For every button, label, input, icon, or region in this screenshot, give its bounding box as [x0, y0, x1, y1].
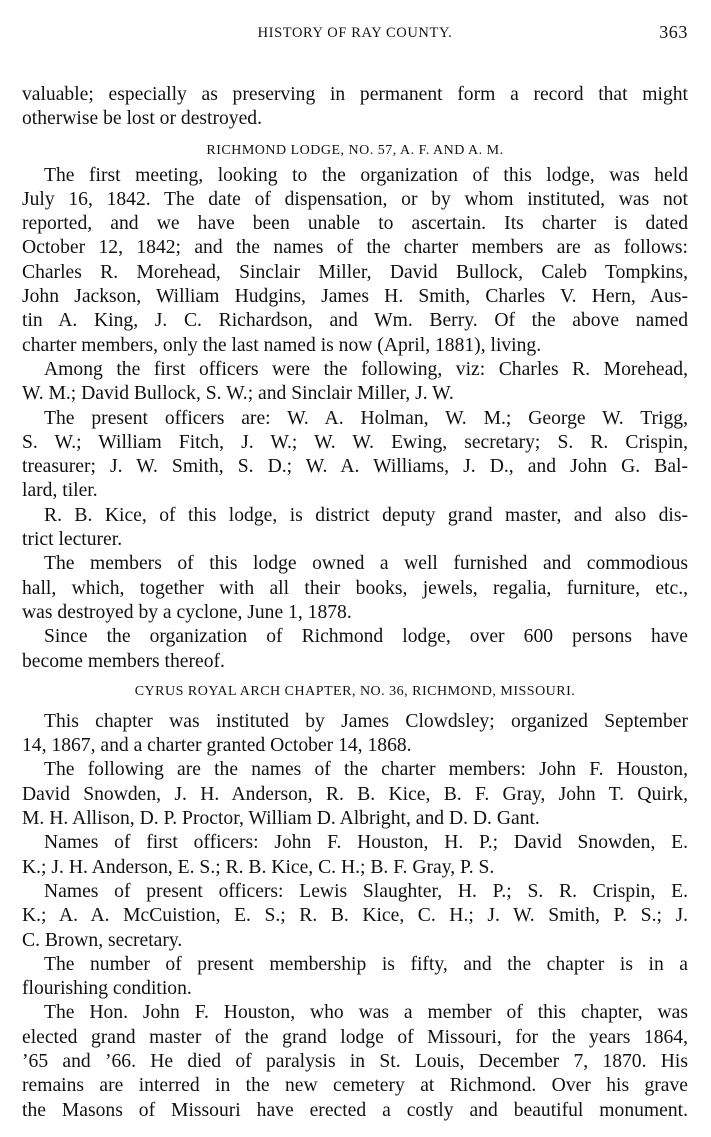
- text-line: was destroyed by a cyclone, June 1, 1878.: [22, 601, 352, 623]
- section: [22, 139, 688, 674]
- page-number: 363: [659, 22, 688, 42]
- text-line: Since the organization of Richmond lodge, over 600 persons have: [44, 626, 688, 648]
- text-line: The first meeting, looking to the organization of this lodge, was held: [44, 164, 688, 186]
- paragraph: [22, 358, 688, 407]
- text-line: otherwise be lost or destroyed.: [22, 108, 262, 130]
- text-line: the Masons of Missouri have erected a costly and beautiful monument.: [22, 1099, 688, 1121]
- text-line: become members thereof.: [22, 650, 225, 672]
- text-line: The members of this lodge owned a well furnished and commodious: [44, 553, 688, 575]
- text-line: ’65 and ’66. He died of paralysis in St. Louis, December 7, 1870. His: [22, 1050, 688, 1072]
- paragraph: [22, 880, 688, 953]
- text-line: Among the first officers were the following, viz: Charles R. Morehead,: [44, 358, 688, 380]
- section: [22, 83, 688, 132]
- text-line: R. B. Kice, of this lodge, is district deputy grand master, and also dis-: [44, 504, 688, 526]
- text-line: elected grand master of the grand lodge of Missouri, for the years 1864,: [22, 1026, 688, 1048]
- text-line: Names of first officers: John F. Houston, H. P.; David Snowden, E.: [44, 832, 688, 854]
- text-line: The present officers are: W. A. Holman, W. M.; George W. Trigg,: [44, 407, 688, 429]
- text-line: reported, and we have been unable to ascertain. Its charter is dated: [22, 213, 688, 235]
- text-line: W. M.; David Bullock, S. W.; and Sinclair Miller, J. W.: [22, 383, 454, 405]
- paragraph: [22, 83, 688, 132]
- text-line: trict lecturer.: [22, 529, 123, 551]
- text-line: S. W.; William Fitch, J. W.; W. W. Ewing, secretary; S. R. Crispin,: [22, 431, 688, 453]
- text-line: charter members, only the last named is now (April, 1881), living.: [22, 334, 542, 356]
- text-line: The number of present membership is fifty, and the chapter is in a: [44, 953, 688, 975]
- text-line: David Snowden, J. H. Anderson, R. B. Kice, B. F. Gray, John T. Quirk,: [22, 783, 688, 805]
- paragraph: [22, 758, 688, 831]
- text-line: The following are the names of the charter members: John F. Houston,: [44, 759, 688, 781]
- text-line: This chapter was instituted by James Clowdsley; organized September: [44, 710, 688, 732]
- text-line: M. H. Allison, D. P. Proctor, William D. Albright, and D. D. Gant.: [22, 808, 540, 830]
- text-line: July 16, 1842. The date of dispensation, or by whom instituted, was not: [22, 188, 688, 210]
- text-line: 14, 1867, and a charter granted October 14, 1868.: [22, 735, 412, 757]
- section: [22, 680, 688, 1123]
- text-line: treasurer; J. W. Smith, S. D.; W. A. Williams, J. D., and John G. Bal-: [22, 456, 688, 478]
- text-line: Charles R. Morehead, Sinclair Miller, David Bullock, Caleb Tompkins,: [22, 261, 688, 283]
- text-line: John Jackson, William Hudgins, James H. Smith, Charles V. Hern, Aus-: [22, 286, 688, 308]
- paragraph: [22, 504, 688, 553]
- running-head: [22, 22, 688, 46]
- paragraph: [22, 625, 688, 674]
- text-line: K.; A. A. McCuistion, E. S.; R. B. Kice, C. H.; J. W. Smith, P. S.; J.: [22, 905, 688, 927]
- text-line: Names of present officers: Lewis Slaughter, H. P.; S. R. Crispin, E.: [44, 880, 688, 902]
- text-line: hall, which, together with all their books, jewels, regalia, furniture, etc.,: [22, 577, 688, 599]
- text-line: lard, tiler.: [22, 480, 98, 502]
- text-line: K.; J. H. Anderson, E. S.; R. B. Kice, C. H.; B. F. Gray, P. S.: [22, 856, 495, 878]
- running-head-title: HISTORY OF RAY COUNTY.: [257, 25, 453, 41]
- paragraph: [22, 953, 688, 1002]
- text-line: C. Brown, secretary.: [22, 929, 183, 951]
- page-body: [22, 83, 688, 1123]
- paragraph: [22, 164, 688, 358]
- text-line: remains are interred in the new cemetery at Richmond. Over his grave: [22, 1075, 688, 1097]
- paragraph: [22, 831, 688, 880]
- text-line: October 12, 1842; and the names of the charter members are as follows:: [22, 237, 688, 259]
- section-heading: RICHMOND LODGE, NO. 57, A. F. AND A. M.: [206, 142, 504, 158]
- paragraph: [22, 552, 688, 625]
- section-heading: CYRUS ROYAL ARCH CHAPTER, NO. 36, RICHMOND, MISSOURI.: [134, 683, 576, 699]
- text-line: tin A. King, J. C. Richardson, and Wm. Berry. Of the above named: [22, 310, 688, 332]
- text-line: flourishing condition.: [22, 978, 192, 1000]
- paragraph: [22, 710, 688, 759]
- text-line: The Hon. John F. Houston, who was a member of this chapter, was: [44, 1002, 688, 1024]
- text-line: valuable; especially as preserving in permanent form a record that might: [22, 84, 688, 105]
- paragraph: [22, 1001, 688, 1122]
- paragraph: [22, 407, 688, 504]
